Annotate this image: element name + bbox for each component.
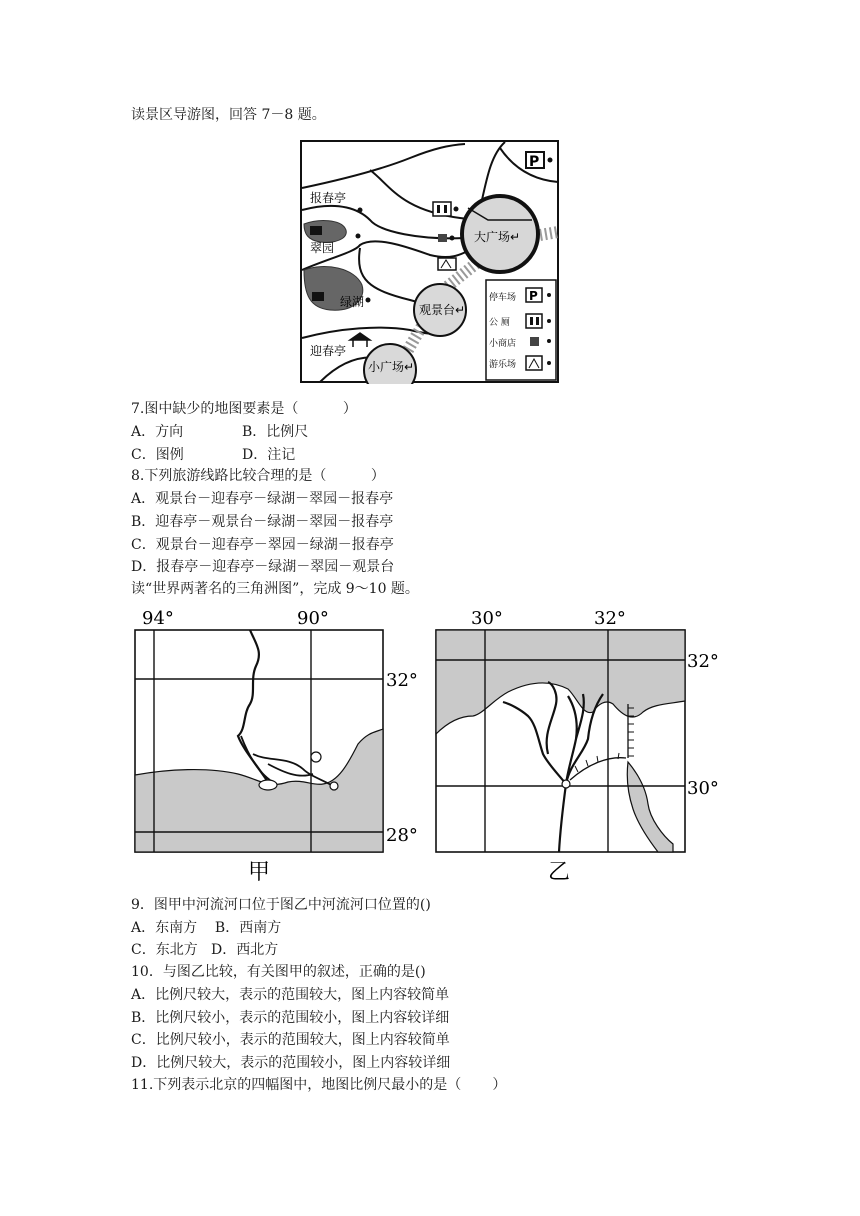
legend-label: 停车场	[489, 293, 517, 303]
q9-stem: 9．图甲中河流河口位于图乙中河流河口位置的()	[131, 897, 431, 913]
legend-label: 游乐场	[489, 360, 517, 370]
yingchunting-label: 迎春亭	[310, 344, 347, 358]
jia-lon-left: 94°	[142, 608, 174, 629]
xiaoguangchang-label: 小广场↵	[368, 360, 415, 374]
jia-lat-top: 32°	[386, 670, 418, 691]
yi-lat-top: 32°	[687, 651, 719, 672]
q8-option-a: A．观景台－迎春亭－绿湖－翠园－报春亭	[131, 491, 394, 507]
lvhu-label: 绿湖	[340, 295, 365, 309]
q7-option-c: C．图例	[131, 447, 184, 463]
yi-lat-bottom: 30°	[687, 778, 719, 799]
da-guangchang-label: 大广场↵	[474, 230, 521, 244]
q10-option-c: C．比例尺较小，表示的范围较大，图上内容较简单	[131, 1032, 450, 1048]
yi-lon-left: 30°	[471, 608, 503, 629]
svg-text:P: P	[529, 289, 538, 303]
delta-maps	[128, 604, 728, 886]
legend-shop-icon	[530, 337, 539, 346]
svg-text:P: P	[529, 154, 540, 170]
q7-option-b: B．比例尺	[242, 424, 309, 440]
q9-options-ab: A．东南方 B．西南方	[131, 920, 282, 936]
q9-options-cd: C．东北方 D．西北方	[131, 942, 279, 958]
map-legend	[486, 280, 556, 380]
q7-stem: 7.图中缺少的地图要素是（ ）	[131, 401, 357, 417]
intro-text: 读景区导游图，回答 7－8 题。	[131, 107, 326, 123]
cuiyuan-label: 翠园	[310, 241, 335, 255]
lvhu-building-icon	[312, 292, 324, 301]
yi-caption: 乙	[548, 860, 571, 885]
intro2-text: 读“世界两著名的三角洲图”，完成 9～10 题。	[131, 581, 419, 597]
cuiyuan-icon	[310, 226, 322, 235]
yi-lon-right: 32°	[594, 608, 626, 629]
baochunting-label: 报春亭	[310, 191, 347, 205]
amusement-icon	[438, 258, 456, 270]
shop-icon	[438, 234, 447, 242]
q10-option-d: D．比例尺较大，表示的范围较小，图上内容较详细	[131, 1055, 451, 1071]
legend-label: 小商店	[489, 339, 517, 349]
scenic-guide-map	[300, 140, 560, 384]
legend-label: 公 厕	[489, 318, 510, 328]
jia-caption: 甲	[248, 860, 271, 885]
legend-toilet-icon	[526, 314, 542, 328]
toilet-icon	[433, 202, 451, 216]
map-yi	[436, 608, 719, 885]
q8-option-d: D．报春亭－迎春亭－绿湖－翠园－观景台	[131, 559, 395, 575]
q7-option-a: A．方向	[131, 424, 184, 440]
q8-option-c: C．观景台－迎春亭－翠园－绿湖－报春亭	[131, 537, 394, 553]
q7-option-d: D．注记	[242, 447, 296, 463]
jia-lat-bottom: 28°	[386, 825, 418, 846]
map-jia	[135, 608, 418, 885]
q8-stem: 8.下列旅游线路比较合理的是（ ）	[131, 468, 385, 484]
q10-option-b: B．比例尺较小，表示的范围较小，图上内容较详细	[131, 1010, 450, 1026]
guanjingtai-label: 观景台↵	[419, 303, 466, 317]
q10-option-a: A．比例尺较大，表示的范围较大，图上内容较简单	[131, 987, 450, 1003]
jia-lon-right: 90°	[297, 608, 329, 629]
q10-stem: 10．与图乙比较，有关图甲的叙述，正确的是()	[131, 964, 426, 980]
q11-stem: 11.下列表示北京的四幅图中，地图比例尺最小的是（ ）	[131, 1077, 507, 1093]
q8-option-b: B．迎春亭－观景台－绿湖－翠园－报春亭	[131, 514, 394, 530]
